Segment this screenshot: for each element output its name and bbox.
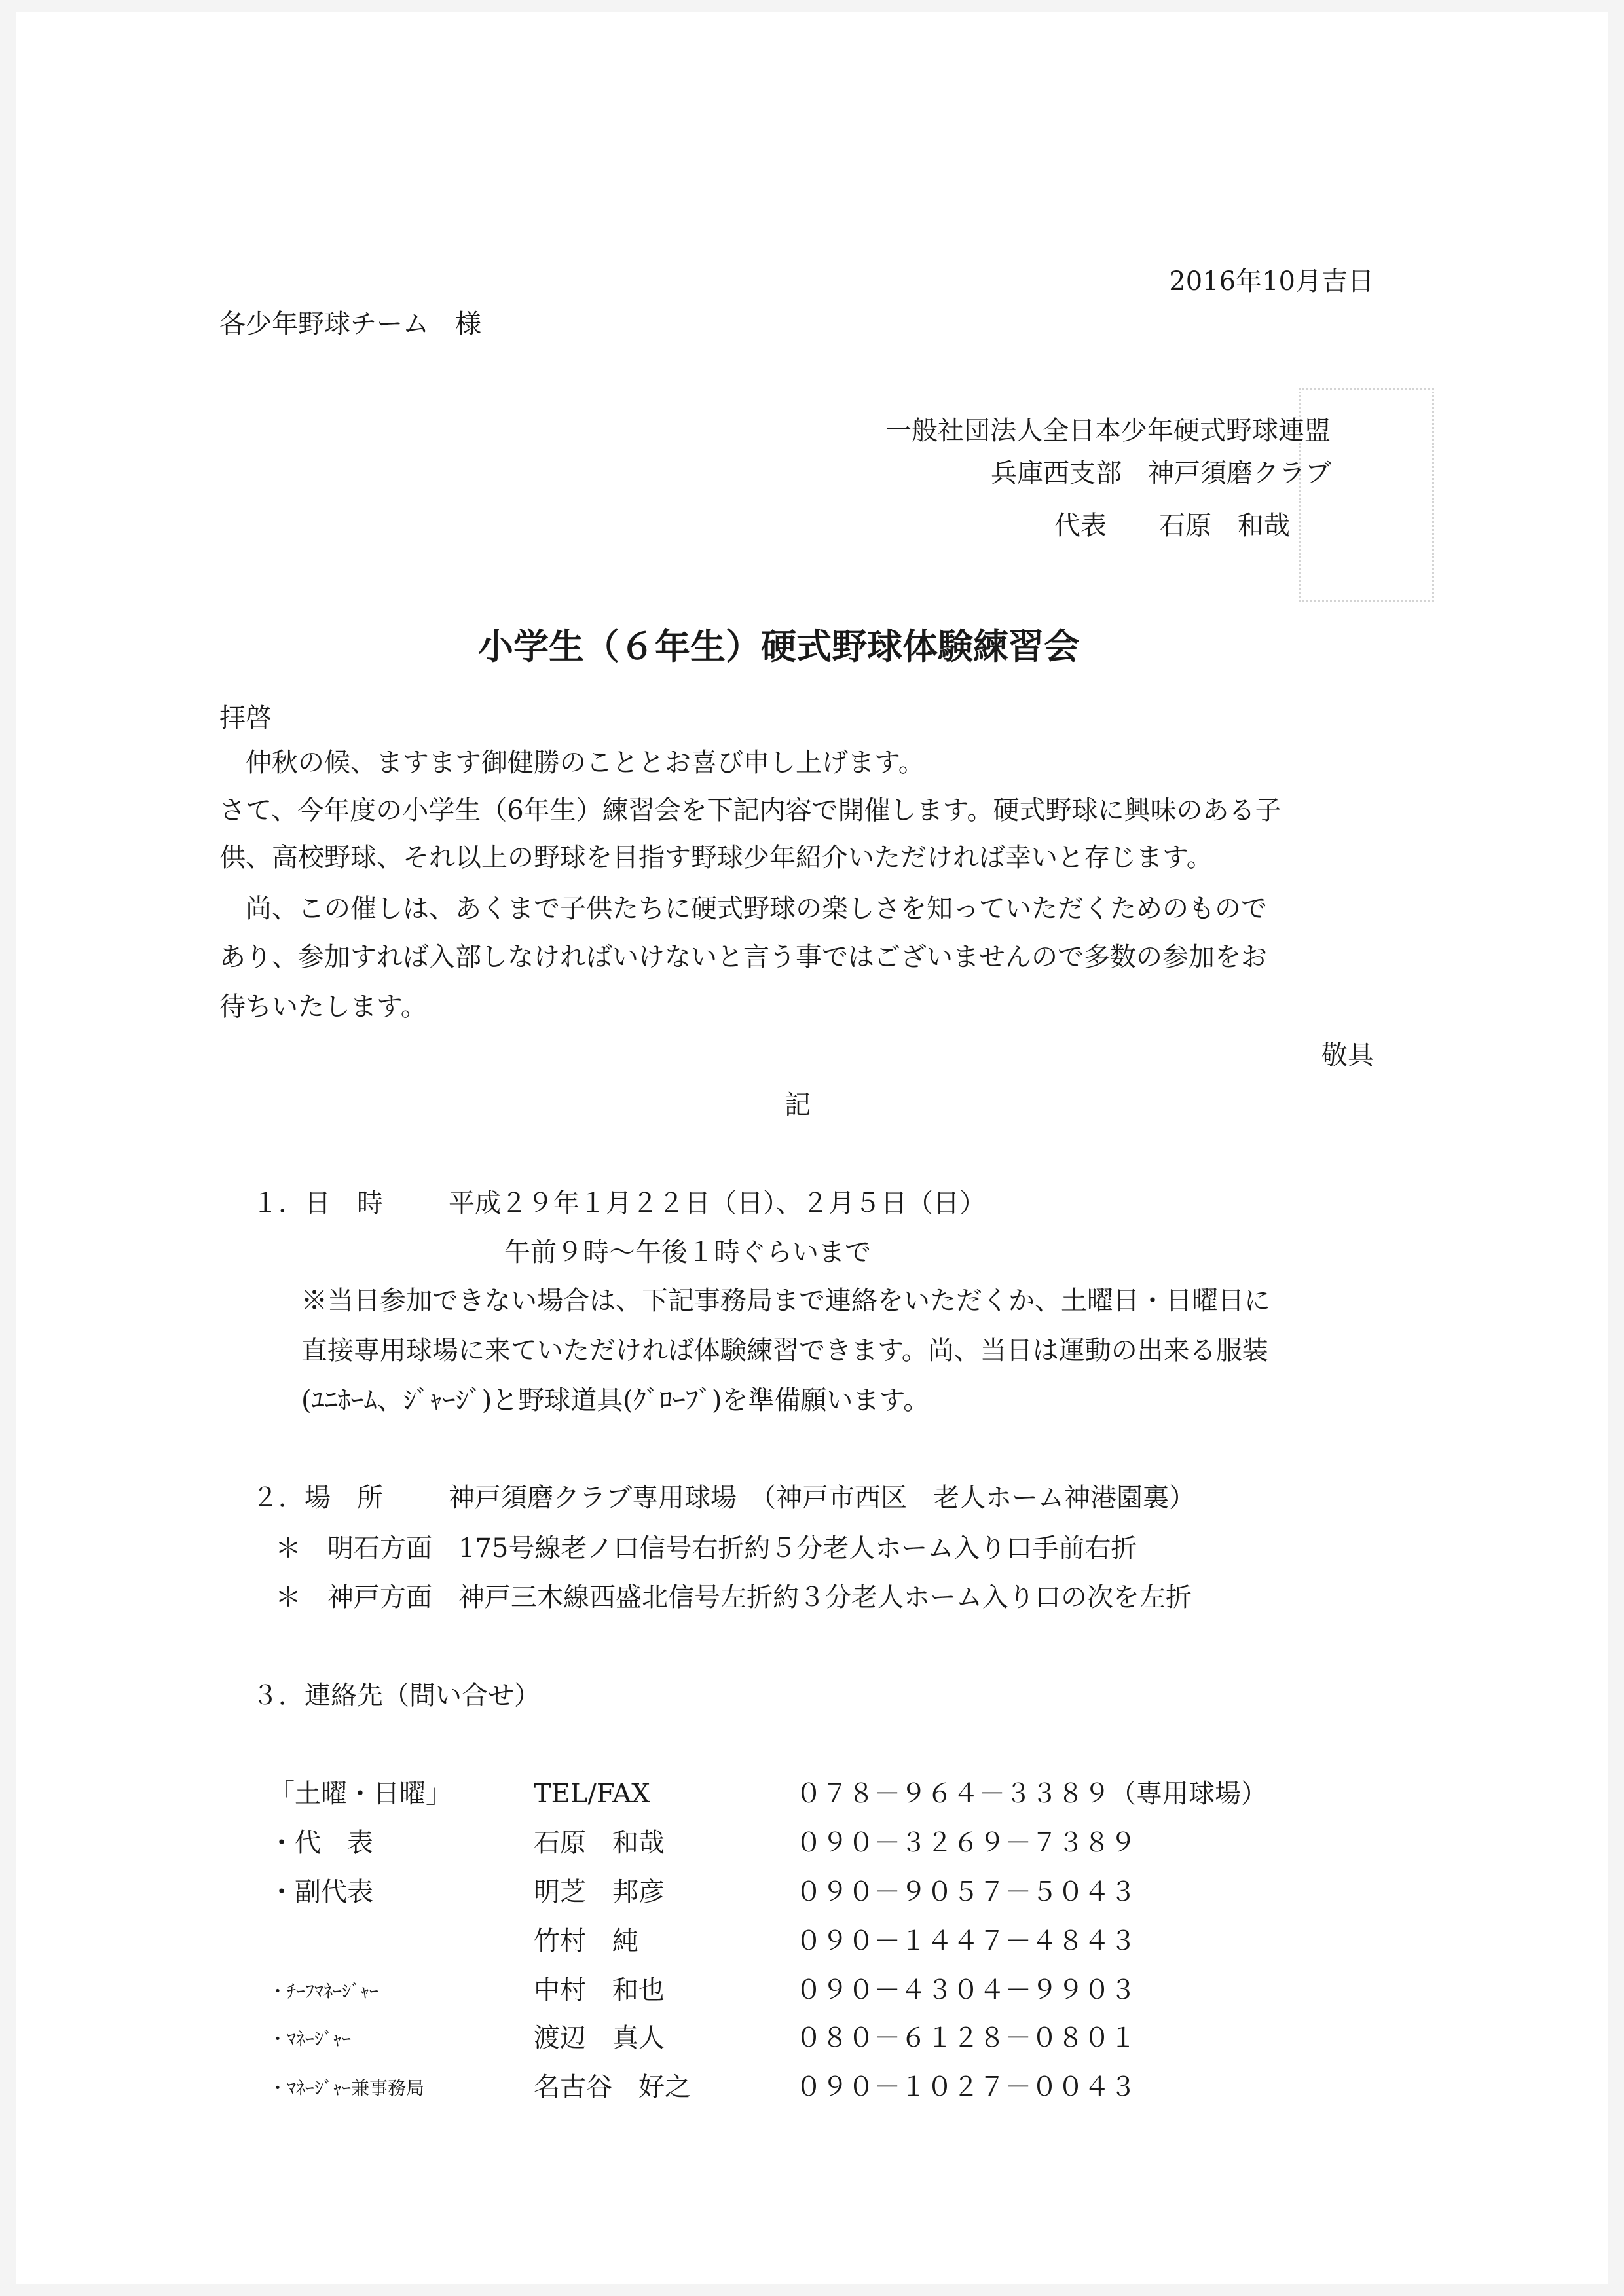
document-date: 2016年10月吉日	[1169, 266, 1374, 297]
contact-phone: ０９０－１４４７－４８４３	[796, 1926, 1136, 1956]
body-line: 尚、この催しは、あくまで子供たちに硬式野球の楽しさを知っていただくためのもので	[219, 894, 1267, 924]
recipient: 各少年野球チーム 様	[219, 309, 481, 339]
location-value: 神戸須磨クラブ専用球場 （神戸市西区 老人ホーム神港園裏）	[449, 1483, 1195, 1513]
contact-phone: ０９０－４３０４－９９０３	[796, 1975, 1136, 2005]
datetime-value: 平成２９年１月２２日（日）、２月５日（日）	[449, 1188, 986, 1218]
contact-name: 竹村 純	[534, 1926, 638, 1956]
body-line: 供、高校野球、それ以上の野球を目指す野球少年紹介いただければ幸いと存じます。	[219, 843, 1213, 873]
sender-representative: 代表 石原 和哉	[1054, 511, 1290, 541]
contact-role: ・副代表	[268, 1877, 373, 1907]
contact-phone: ０７８－９６４－３３８９（専用球場）	[796, 1779, 1267, 1809]
contact-role: ・ﾏﾈｰｼﾞｬｰ	[268, 2028, 352, 2050]
datetime-note: ※当日参加できない場合は、下記事務局まで連絡をいただくか、土曜日・日曜日に	[301, 1286, 1270, 1316]
contact-role: ・ﾏﾈｰｼﾞｬｰ兼事務局	[268, 2077, 425, 2099]
location-direction: ＊ 神戸方面 神戸三木線西盛北信号左折約３分老人ホーム入り口の次を左折	[275, 1582, 1192, 1613]
contact-role: ・ﾁｰﾌﾏﾈｰｼﾞｬｰ	[268, 1980, 379, 2002]
closing: 敬具	[1321, 1040, 1374, 1070]
contacts-label: ３．連絡先（問い合せ）	[252, 1681, 540, 1711]
contact-name: 中村 和也	[534, 1975, 665, 2005]
contact-phone: ０８０－６１２８－０８０１	[796, 2023, 1136, 2053]
contact-role: ・代 表	[268, 1828, 373, 1858]
body-line: 待ちいたします。	[219, 992, 427, 1022]
datetime-note: 直接専用球場に来ていただければ体験練習できます。尚、当日は運動の出来る服装	[301, 1336, 1268, 1366]
salutation: 拝啓	[219, 703, 272, 733]
sender-branch: 兵庫西支部 神戸須磨クラブ	[991, 458, 1331, 488]
body-line: 仲秋の候、ますます御健勝のこととお喜び申し上げます。	[219, 748, 925, 778]
contact-phone: ０９０－９０５７－５０４３	[796, 1877, 1136, 1907]
contact-phone: ０９０－１０２７－００４３	[796, 2072, 1136, 2102]
location-direction: ＊ 明石方面 175号線老ノ口信号右折約５分老人ホーム入り口手前右折	[275, 1533, 1137, 1563]
datetime-time: 午前９時～午後１時ぐらいまで	[504, 1237, 871, 1267]
body-line: さて、今年度の小学生（6年生）練習会を下記内容で開催します。硬式野球に興味のある子	[219, 795, 1282, 826]
contact-name: 石原 和哉	[534, 1828, 665, 1858]
contact-name: TEL/FAX	[534, 1779, 650, 1809]
datetime-label: １．日 時	[252, 1188, 383, 1218]
document-title: 小学生（６年生）硬式野球体験練習会	[478, 625, 1079, 667]
contact-phone: ０９０－３２６９－７３８９	[796, 1828, 1136, 1858]
body-line: あり、参加すれば入部しなければいけないと言う事ではございませんので多数の参加をお	[219, 942, 1267, 972]
location-label: ２．場 所	[252, 1483, 383, 1513]
contact-name: 明芝 邦彦	[534, 1877, 665, 1907]
contact-role: 「土曜・日曜」	[268, 1779, 452, 1809]
datetime-note: (ﾕﾆﾎｰﾑ、ｼﾞｬｰｼﾞ)と野球道具(ｸﾞﾛｰﾌﾞ)を準備願います。	[301, 1385, 930, 1415]
sender-org: 一般社団法人全日本少年硬式野球連盟	[885, 416, 1331, 446]
ki-heading: 記	[784, 1090, 811, 1120]
contact-name: 名古谷 好之	[534, 2072, 691, 2102]
contact-name: 渡辺 真人	[534, 2023, 665, 2053]
